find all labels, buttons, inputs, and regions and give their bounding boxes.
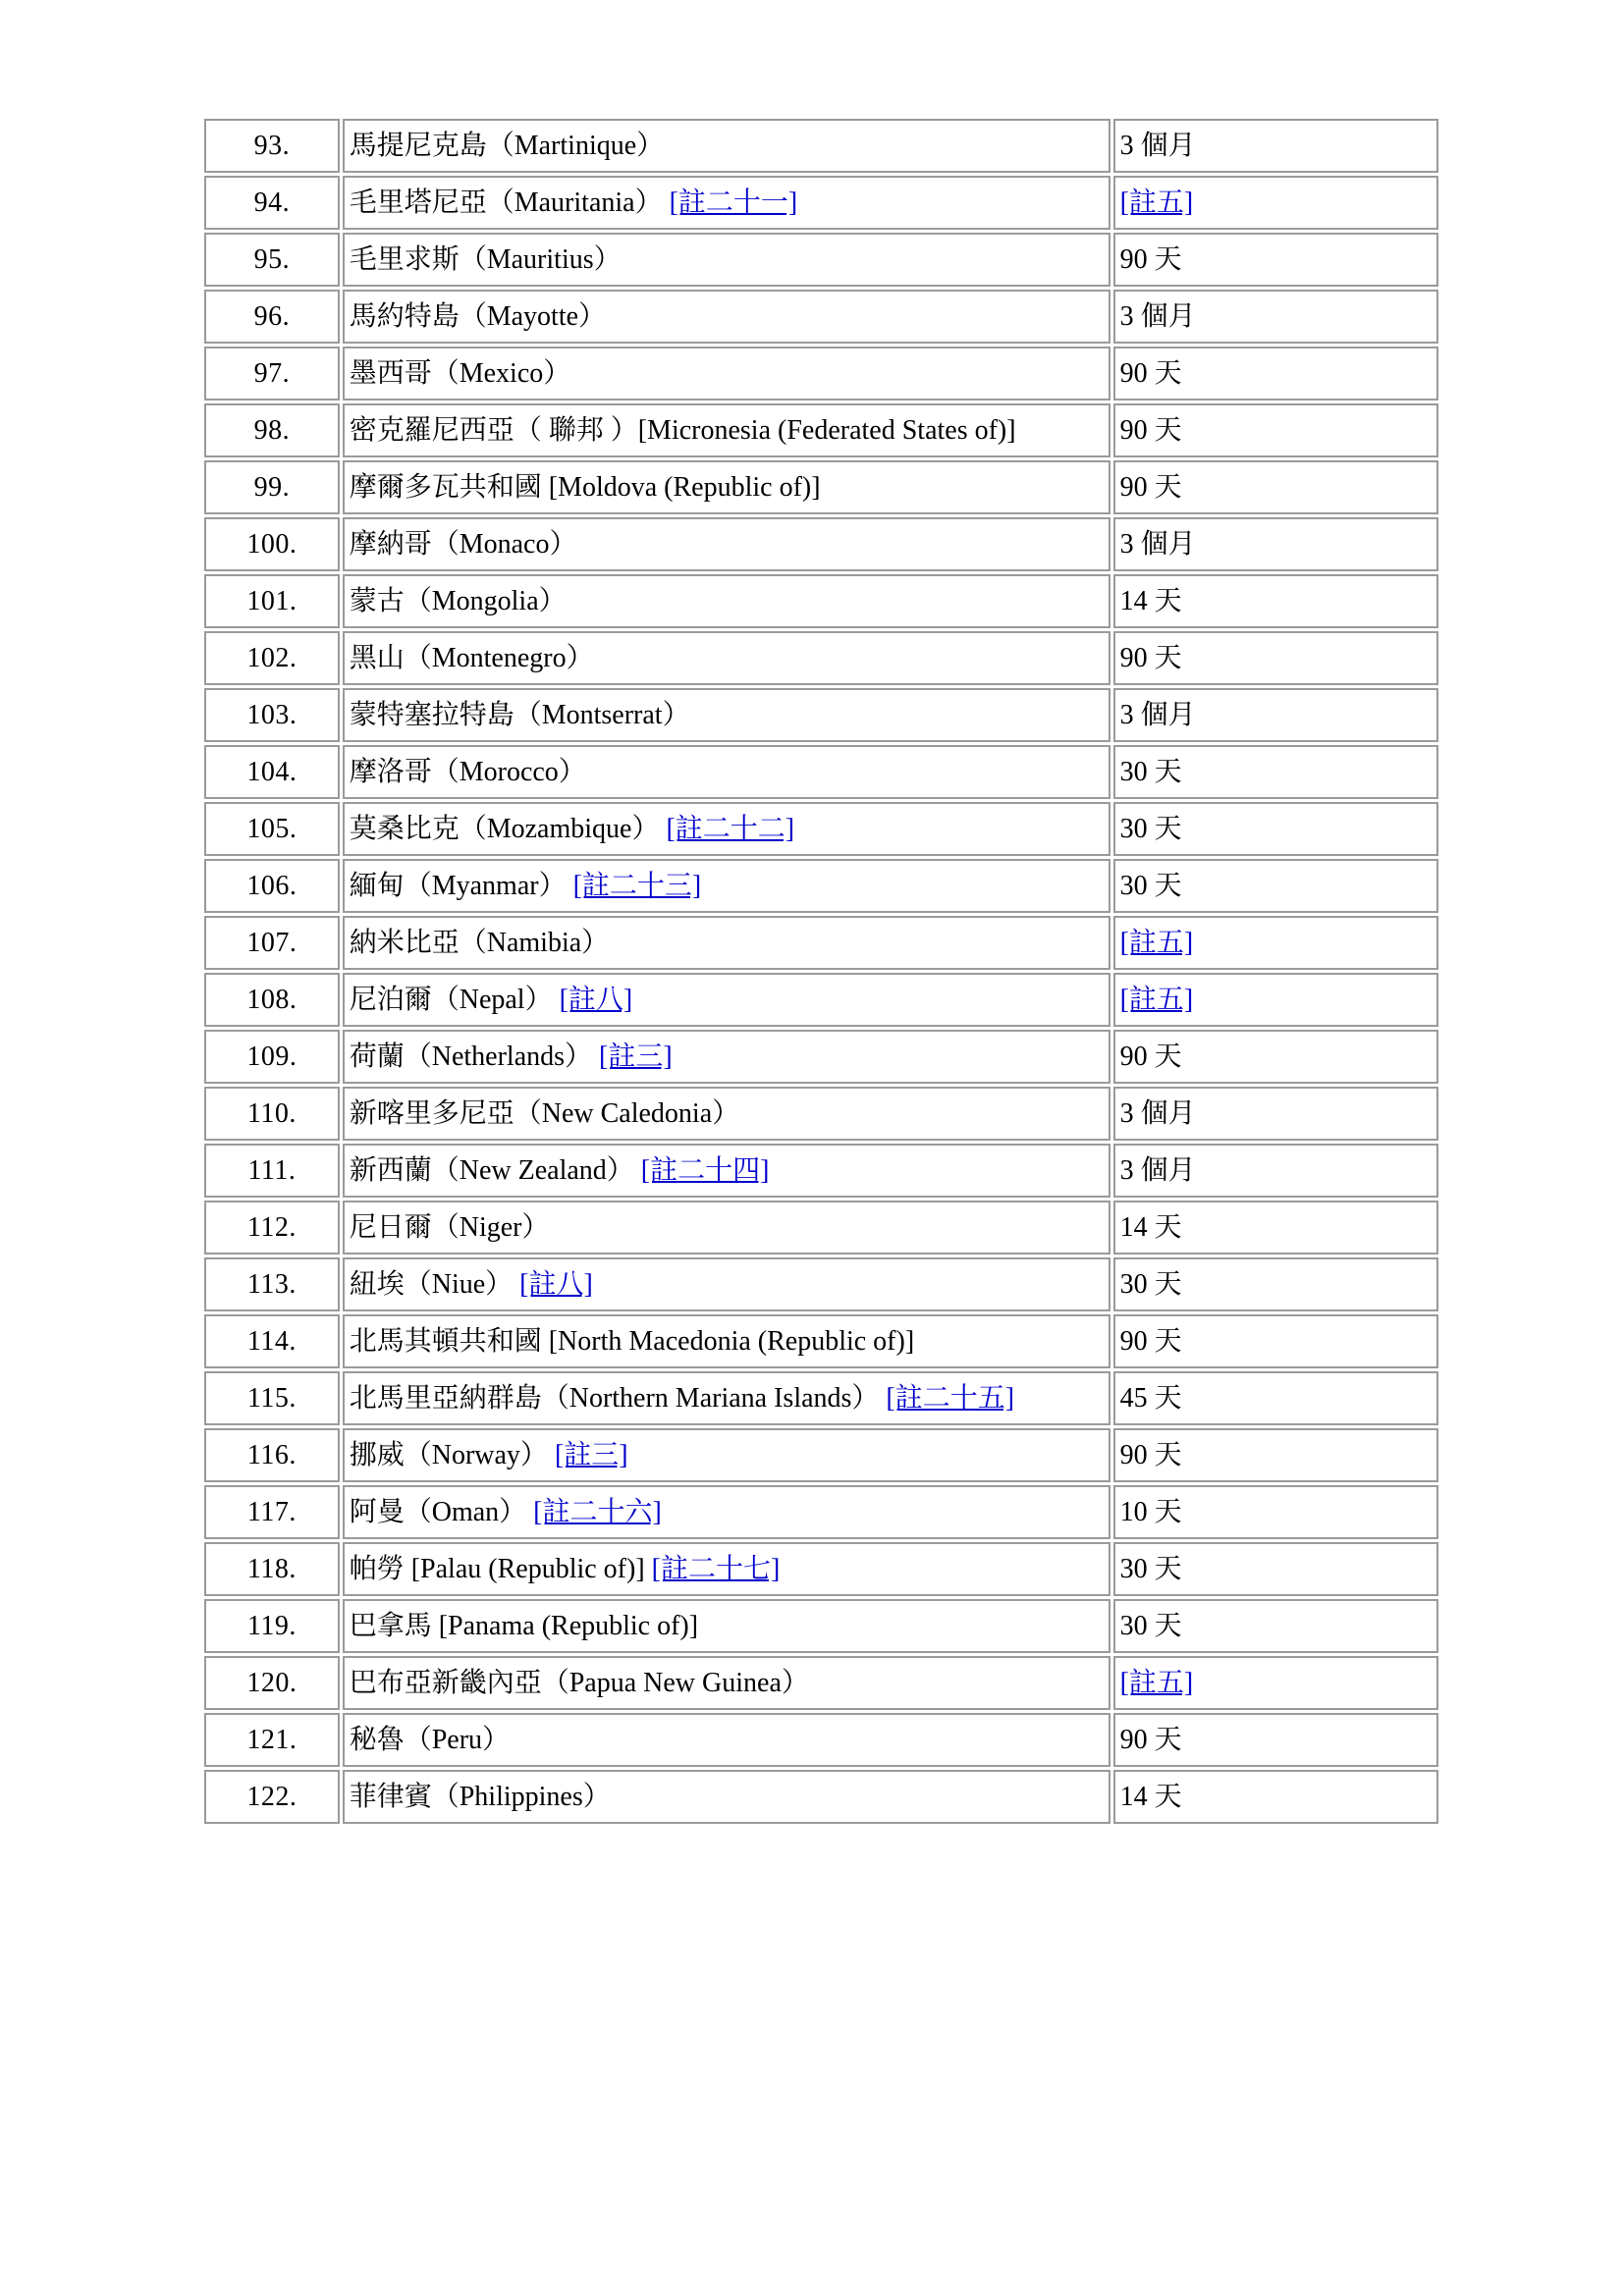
country-name-english: （Niue） [404,1268,514,1300]
country-name-english: （Niger） [431,1211,550,1243]
country-name-chinese: 蒙特塞拉特島 [349,699,514,730]
country-name-cell [343,859,1110,913]
row-index-cell [204,1428,340,1482]
stay-duration-cell [1113,1713,1438,1767]
country-name-english: （Monaco） [431,528,577,560]
stay-duration-cell [1113,1030,1438,1084]
country-name-chinese: 北馬里亞納群島 [349,1382,542,1414]
stay-duration-cell [1113,460,1438,514]
country-name-cell [343,233,1110,287]
stay-duration: 10 天 [1119,1496,1182,1527]
stay-duration: 45 天 [1119,1382,1182,1414]
row-index-cell [204,403,340,457]
table-row [204,1428,1438,1482]
row-index: 105. [246,813,298,844]
row-index: 119. [246,1610,297,1641]
country-note-link[interactable]: [註八] [519,1268,593,1300]
country-name-english: [Moldova (Republic of)] [541,471,821,503]
table-row [204,1371,1438,1425]
country-name-chinese: 新喀里多尼亞 [349,1097,514,1129]
table-row [204,1485,1438,1539]
stay-duration: 30 天 [1119,870,1182,901]
country-name-english: （Peru） [404,1724,511,1755]
country-name-chinese: 毛里求斯 [349,243,460,275]
stay-duration-cell [1113,176,1438,230]
row-index: 93. [253,130,291,161]
row-index: 104. [246,756,298,787]
row-index: 120. [246,1667,298,1698]
table-row [204,745,1438,799]
row-index: 102. [246,642,298,673]
row-index-cell [204,517,340,571]
row-index: 108. [246,984,298,1015]
row-index: 115. [246,1382,297,1414]
row-index: 116. [246,1439,297,1470]
table-row [204,916,1438,970]
stay-duration-cell [1113,403,1438,457]
stay-duration: 90 天 [1119,414,1182,446]
row-index: 103. [246,699,298,730]
country-name-english: [North Macedonia (Republic of)] [541,1325,915,1357]
stay-duration: 14 天 [1119,1781,1182,1812]
table-row [204,290,1438,344]
stay-duration: 90 天 [1119,1041,1182,1072]
table-row [204,347,1438,400]
country-name-cell [343,1428,1110,1482]
table-row [204,1201,1438,1255]
table-row [204,1713,1438,1767]
country-name-chinese: 緬甸 [349,870,405,901]
country-name-english: （Namibia） [459,927,610,958]
stay-duration-cell [1113,631,1438,685]
country-name-chinese: 菲律賓 [349,1781,432,1812]
stay-duration: 30 天 [1119,1610,1182,1641]
stay-duration-cell [1113,574,1438,628]
row-index-cell [204,1030,340,1084]
table-row [204,1656,1438,1710]
country-name-chinese: 摩爾多瓦共和國 [349,471,542,503]
country-name-cell [343,460,1110,514]
country-name-english: （Mongolia） [404,585,567,616]
country-name-chinese: 密克羅尼西亞（ 聯邦 ） [349,414,638,446]
country-name-english: （Mauritius） [459,243,622,275]
country-name-chinese: 墨西哥 [349,357,432,389]
row-index-cell [204,1542,340,1596]
stay-duration-note-link[interactable]: [註五] [1119,927,1194,958]
stay-duration-cell [1113,688,1438,742]
country-name-english: （Martinique） [486,130,665,161]
country-name-cell [343,916,1110,970]
country-name-english: （Philippines） [431,1781,611,1812]
country-name-english: （Montserrat） [514,699,690,730]
stay-duration-cell [1113,119,1438,173]
row-index-cell [204,1371,340,1425]
country-name-chinese: 馬約特島 [349,300,460,332]
row-index: 112. [246,1211,297,1243]
country-name-chinese: 尼日爾 [349,1211,432,1243]
row-index-cell [204,916,340,970]
row-index: 101. [246,585,298,616]
country-name-chinese: 阿曼 [349,1496,405,1527]
row-index-cell [204,1201,340,1255]
country-name-english: （Netherlands） [404,1041,593,1072]
row-index-cell [204,1485,340,1539]
row-index-cell [204,688,340,742]
table-row [204,176,1438,230]
stay-duration-cell [1113,1428,1438,1482]
country-name-chinese: 新西蘭 [349,1154,432,1186]
stay-duration: 3 個月 [1119,130,1196,161]
stay-duration: 90 天 [1119,471,1182,503]
table-row [204,403,1438,457]
table-row [204,1030,1438,1084]
stay-duration-cell [1113,1485,1438,1539]
stay-duration: 30 天 [1119,1553,1182,1584]
country-name-cell [343,631,1110,685]
country-note-link[interactable]: [註八] [559,984,633,1015]
stay-duration-cell [1113,916,1438,970]
country-note-link[interactable]: [註二十四] [640,1154,770,1186]
row-index-cell [204,631,340,685]
country-name-english: [Micronesia (Federated States of)] [637,414,1016,446]
country-name-cell [343,403,1110,457]
stay-duration-note-link[interactable]: [註五] [1119,1667,1194,1698]
country-note-link[interactable]: [註三] [599,1041,673,1072]
row-index: 97. [253,357,291,389]
stay-duration: 3 個月 [1119,699,1196,730]
row-index-cell [204,802,340,856]
country-name-english: （Myanmar） [404,870,567,901]
row-index: 106. [246,870,298,901]
row-index-cell [204,1599,340,1653]
country-name-english: [Palau (Republic of)] [404,1553,645,1584]
country-name-cell [343,1201,1110,1255]
stay-duration-cell [1113,1087,1438,1141]
country-name-chinese: 摩洛哥 [349,756,432,787]
country-name-cell [343,574,1110,628]
stay-duration-cell [1113,1257,1438,1311]
country-name-cell [343,1770,1110,1824]
stay-duration-cell [1113,1314,1438,1368]
stay-duration-cell [1113,859,1438,913]
row-index-cell [204,347,340,400]
country-name-cell [343,119,1110,173]
row-index: 98. [253,414,291,446]
country-note-link[interactable]: [註二十二] [666,813,795,844]
row-index-cell [204,1713,340,1767]
stay-duration-note-link[interactable]: [註五] [1119,984,1194,1015]
country-name-chinese: 莫桑比克 [349,813,460,844]
country-name-cell [343,688,1110,742]
country-name-chinese: 巴布亞新畿內亞 [349,1667,542,1698]
country-name-chinese: 荷蘭 [349,1041,405,1072]
stay-duration: 90 天 [1119,642,1182,673]
row-index: 94. [253,187,291,218]
country-name-chinese: 毛里塔尼亞 [349,187,487,218]
country-name-cell [343,1087,1110,1141]
row-index-cell [204,176,340,230]
row-index: 96. [253,300,291,332]
stay-duration-cell [1113,1201,1438,1255]
country-note-link[interactable]: [註二十一] [669,187,798,218]
table-row [204,517,1438,571]
country-name-chinese: 黑山 [349,642,405,673]
table-row [204,1599,1438,1653]
country-name-english: （Mayotte） [459,300,607,332]
stay-duration: 3 個月 [1119,300,1196,332]
table-row [204,1087,1438,1141]
country-name-english: （Morocco） [431,756,586,787]
country-note-link[interactable]: [註二十三] [572,870,702,901]
country-name-cell [343,517,1110,571]
row-index: 122. [246,1781,298,1812]
stay-duration: 14 天 [1119,585,1182,616]
country-name-cell [343,1542,1110,1596]
stay-duration: 90 天 [1119,1724,1182,1755]
country-name-english: [Panama (Republic of)] [431,1610,699,1641]
stay-duration-cell [1113,1144,1438,1198]
country-name-cell [343,1485,1110,1539]
row-index: 113. [246,1268,297,1300]
stay-duration: 90 天 [1119,243,1182,275]
stay-duration-cell [1113,973,1438,1027]
stay-duration-cell [1113,802,1438,856]
table-row [204,574,1438,628]
country-name-cell [343,802,1110,856]
row-index-cell [204,973,340,1027]
country-name-chinese: 馬提尼克島 [349,130,487,161]
country-name-cell [343,1144,1110,1198]
stay-duration: 3 個月 [1119,528,1196,560]
row-index-cell [204,859,340,913]
stay-duration-cell [1113,745,1438,799]
country-name-cell [343,1599,1110,1653]
country-name-cell [343,1656,1110,1710]
row-index: 110. [246,1097,297,1129]
country-name-english: （Mauritania） [486,187,663,218]
row-index-cell [204,1656,340,1710]
row-index: 114. [246,1325,297,1357]
row-index-cell [204,119,340,173]
row-index: 121. [246,1724,298,1755]
country-name-chinese: 紐埃 [349,1268,405,1300]
stay-duration-cell [1113,233,1438,287]
country-name-chinese: 蒙古 [349,585,405,616]
stay-duration: 30 天 [1119,1268,1182,1300]
row-index: 95. [253,243,291,275]
stay-duration-note-link[interactable]: [註五] [1119,187,1194,218]
country-name-cell [343,290,1110,344]
row-index: 107. [246,927,298,958]
row-index-cell [204,1257,340,1311]
row-index-cell [204,1770,340,1824]
country-name-cell [343,176,1110,230]
row-index-cell [204,574,340,628]
country-name-chinese: 尼泊爾 [349,984,432,1015]
table-row [204,1257,1438,1311]
table-row [204,1542,1438,1596]
country-name-chinese: 北馬其頓共和國 [349,1325,542,1357]
stay-duration-cell [1113,1599,1438,1653]
country-name-english: （Papua New Guinea） [541,1667,809,1698]
country-name-chinese: 摩納哥 [349,528,432,560]
row-index: 117. [246,1496,297,1527]
country-name-english: （New Zealand） [431,1154,634,1186]
stay-duration-cell [1113,290,1438,344]
stay-duration-cell [1113,1656,1438,1710]
table-body [204,119,1438,1824]
row-index-cell [204,1087,340,1141]
stay-duration: 3 個月 [1119,1154,1196,1186]
row-index: 99. [253,471,291,503]
table-row [204,859,1438,913]
country-name-english: （Mexico） [431,357,571,389]
stay-duration: 90 天 [1119,357,1182,389]
table-row [204,1314,1438,1368]
country-name-english: （Mozambique） [459,813,660,844]
stay-duration: 90 天 [1119,1439,1182,1470]
row-index: 109. [246,1041,298,1072]
row-index-cell [204,1314,340,1368]
visa-free-countries-table [201,116,1441,1827]
table-row [204,1770,1438,1824]
country-name-english: （Nepal） [431,984,553,1015]
country-name-chinese: 挪威 [349,1439,405,1470]
country-name-english: （Norway） [404,1439,548,1470]
stay-duration-cell [1113,517,1438,571]
country-name-chinese: 帕勞 [349,1553,405,1584]
country-note-link[interactable]: [註二十五] [886,1382,1015,1414]
table-row [204,973,1438,1027]
row-index-cell [204,233,340,287]
stay-duration-cell [1113,1371,1438,1425]
table-row [204,119,1438,173]
row-index-cell [204,460,340,514]
country-name-cell [343,1257,1110,1311]
row-index: 100. [246,528,298,560]
country-name-cell [343,1314,1110,1368]
country-note-link[interactable]: [註二十七] [651,1553,781,1584]
row-index-cell [204,1144,340,1198]
stay-duration: 30 天 [1119,756,1182,787]
stay-duration: 30 天 [1119,813,1182,844]
table-row [204,460,1438,514]
stay-duration-cell [1113,1770,1438,1824]
table-row [204,688,1438,742]
country-note-link[interactable]: [註二十六] [533,1496,662,1527]
country-name-chinese: 巴拿馬 [349,1610,432,1641]
country-name-cell [343,1371,1110,1425]
country-name-cell [343,745,1110,799]
country-note-link[interactable]: [註三] [554,1439,628,1470]
country-name-cell [343,973,1110,1027]
country-name-english: （Montenegro） [404,642,594,673]
stay-duration: 90 天 [1119,1325,1182,1357]
row-index: 111. [247,1154,297,1186]
country-name-english: （Northern Mariana Islands） [541,1382,880,1414]
table-row [204,1144,1438,1198]
country-name-english: （New Caledonia） [514,1097,740,1129]
row-index: 118. [246,1553,297,1584]
country-name-cell [343,347,1110,400]
country-name-chinese: 秘魯 [349,1724,405,1755]
row-index-cell [204,745,340,799]
table-row [204,233,1438,287]
country-name-english: （Oman） [404,1496,527,1527]
table-row [204,802,1438,856]
stay-duration: 3 個月 [1119,1097,1196,1129]
row-index-cell [204,290,340,344]
country-name-cell [343,1713,1110,1767]
stay-duration-cell [1113,1542,1438,1596]
country-name-chinese: 納米比亞 [349,927,460,958]
table-row [204,631,1438,685]
country-name-cell [343,1030,1110,1084]
stay-duration-cell [1113,347,1438,400]
stay-duration: 14 天 [1119,1211,1182,1243]
